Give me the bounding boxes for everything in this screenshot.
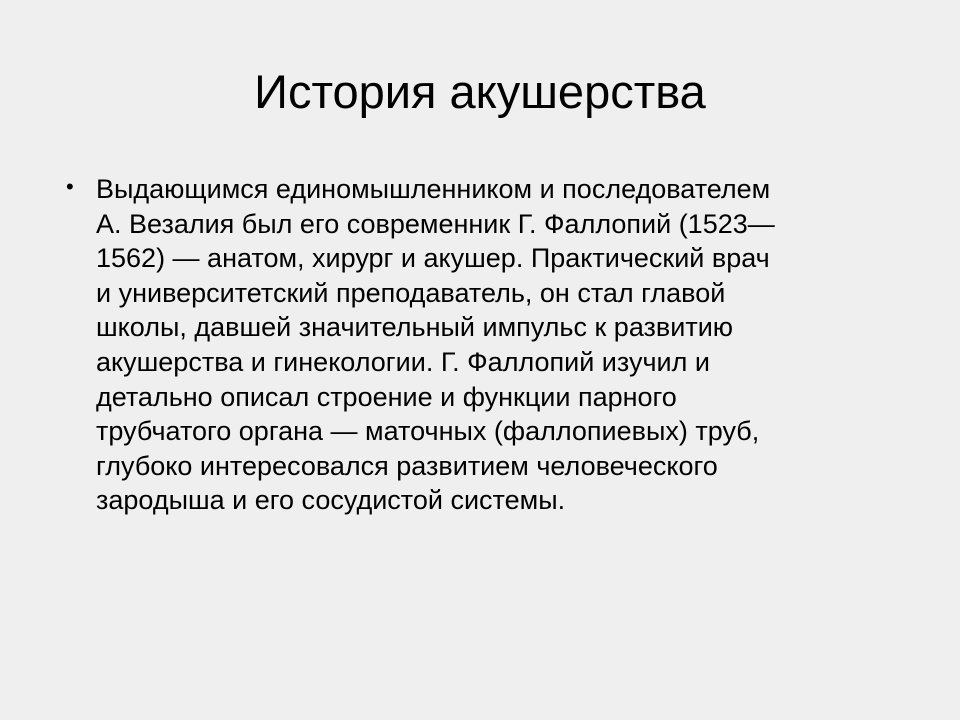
bullet-text-line: Выдающимся единомышленником и последователем [96,174,771,204]
bullet-marker: • [66,174,74,199]
bullet-text-line: трубчатого органа — маточных (фаллопиевых) труб, [96,416,760,447]
bullet-text [96,172,906,518]
bullet-list [66,172,906,518]
bullet-text-line: и университетский преподаватель, он стал главой [96,277,726,308]
bullet-text-line: 1562) — анатом, хирург и акушер. Практический врач [96,243,770,274]
bullet-text-line: А. Везалия был его современник Г. Фаллопий (1523— [96,208,775,239]
bullet-text-line: зародыша и его сосудистой системы. [96,485,566,516]
bullet-item [66,172,906,518]
bullet-text-line: школы, давшей значительный импульс к развитию [96,312,734,343]
bullet-text-line: детально описал строение и функции парного [96,381,677,412]
bullet-text-line: глубоко интересовался развитием человеческого [96,450,718,481]
bullet-text-line: акушерства и гинекологии. Г. Фаллопий изучил и [96,346,710,377]
slide-title: История акушерства [254,65,706,118]
